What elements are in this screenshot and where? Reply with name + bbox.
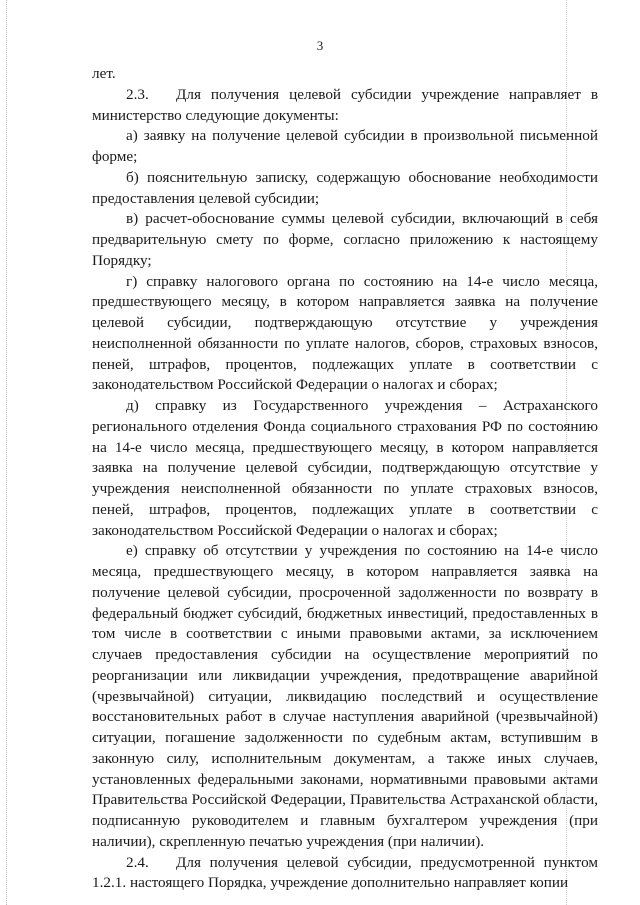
- list-item-g: [92, 272, 598, 397]
- document-body: [92, 64, 598, 894]
- list-item-a: [92, 126, 598, 168]
- paragraph-number: 2.4.: [126, 853, 149, 871]
- paragraph-continuation: [92, 64, 598, 85]
- paragraph-text: Для получения целевой субсидии учреждение направляет в министерство следующие документы:: [92, 85, 598, 124]
- paragraph-text: в) расчет-обоснование суммы целевой субсидии, включающий в себя предварительную смету по форме, согласно приложению к настоящему Порядку;: [92, 210, 598, 269]
- paragraph-number: 2.3.: [126, 85, 149, 103]
- list-item-b: [92, 168, 598, 210]
- page-number: 3: [316, 38, 324, 53]
- paragraph-text: Для получения целевой субсидии, предусмотренной пунктом 1.2.1. настоящего Порядка, учреждение дополнительно направляет копии: [92, 853, 598, 892]
- scan-left-edge: [6, 0, 7, 905]
- paragraph-text: г) справку налогового органа по состоянию на 14-е число месяца, предшествующего месяцу, в котором направляется заявка на получение целевой субсидии, подтверждающую отсутствие у учреждения неисполненной обязанности по уплате налогов, сборов, страховых взносов, пеней, штрафов, процентов, подлежащих уплате в соответствии с законодательством Российской Федерации о налогах и сборах;: [92, 272, 598, 394]
- paragraph-2-3: [92, 85, 598, 127]
- list-item-e: [92, 541, 598, 852]
- paragraph-text: е) справку об отсутствии у учреждения по состоянию на 14-е число месяца, предшествующего месяцу, в котором направляется заявка на получение целевой субсидии, просроченной задолженности по возврату в федеральный бюджет субсидий, бюджетных инвестиций, предоставленных в том числе в соответствии с иными правовыми актами, за исключением случаев предоставления субсидии на осуществление мероприятий по реорганизации или ликвидации учреждения, предотвращение аварийной (чрезвычайной) ситуации, ликвидацию последствий и осуществление восстановительных работ в случае наступления аварийной (чрезвычайной) ситуации, погашение задолженности по судебным актам, вступившим в законную силу, исполнительным документам, а также иных случаев, установленных федеральными законами, нормативными правовыми актами Правительства Российской Федерации, Правительства Астраханской области, подписанную руководителем и главным бухгалтером учреждения (при наличии), скрепленную печатью учреждения (при наличии).: [92, 542, 598, 850]
- paragraph-text: д) справку из Государственного учреждения – Астраханского регионального отделения Фонда социального страхования РФ по состоянию на 14-е число месяца, предшествующего месяцу, в котором направляется заявка на получение целевой субсидии, подтверждающую отсутствие у учреждения неисполненной обязанности по уплате страховых взносов, пеней, штрафов, процентов, подлежащих уплате в соответствии с законодательством Российской Федерации о налогах и сборах;: [92, 397, 598, 539]
- list-item-d: [92, 396, 598, 541]
- paragraph-2-4: [92, 853, 598, 895]
- paragraph-text: а) заявку на получение целевой субсидии в произвольной письменной форме;: [92, 127, 598, 165]
- list-item-v: [92, 209, 598, 271]
- paragraph-text: лет.: [92, 65, 116, 82]
- paragraph-text: б) пояснительную записку, содержащую обоснование необходимости предоставления целевой субсидии;: [92, 168, 598, 207]
